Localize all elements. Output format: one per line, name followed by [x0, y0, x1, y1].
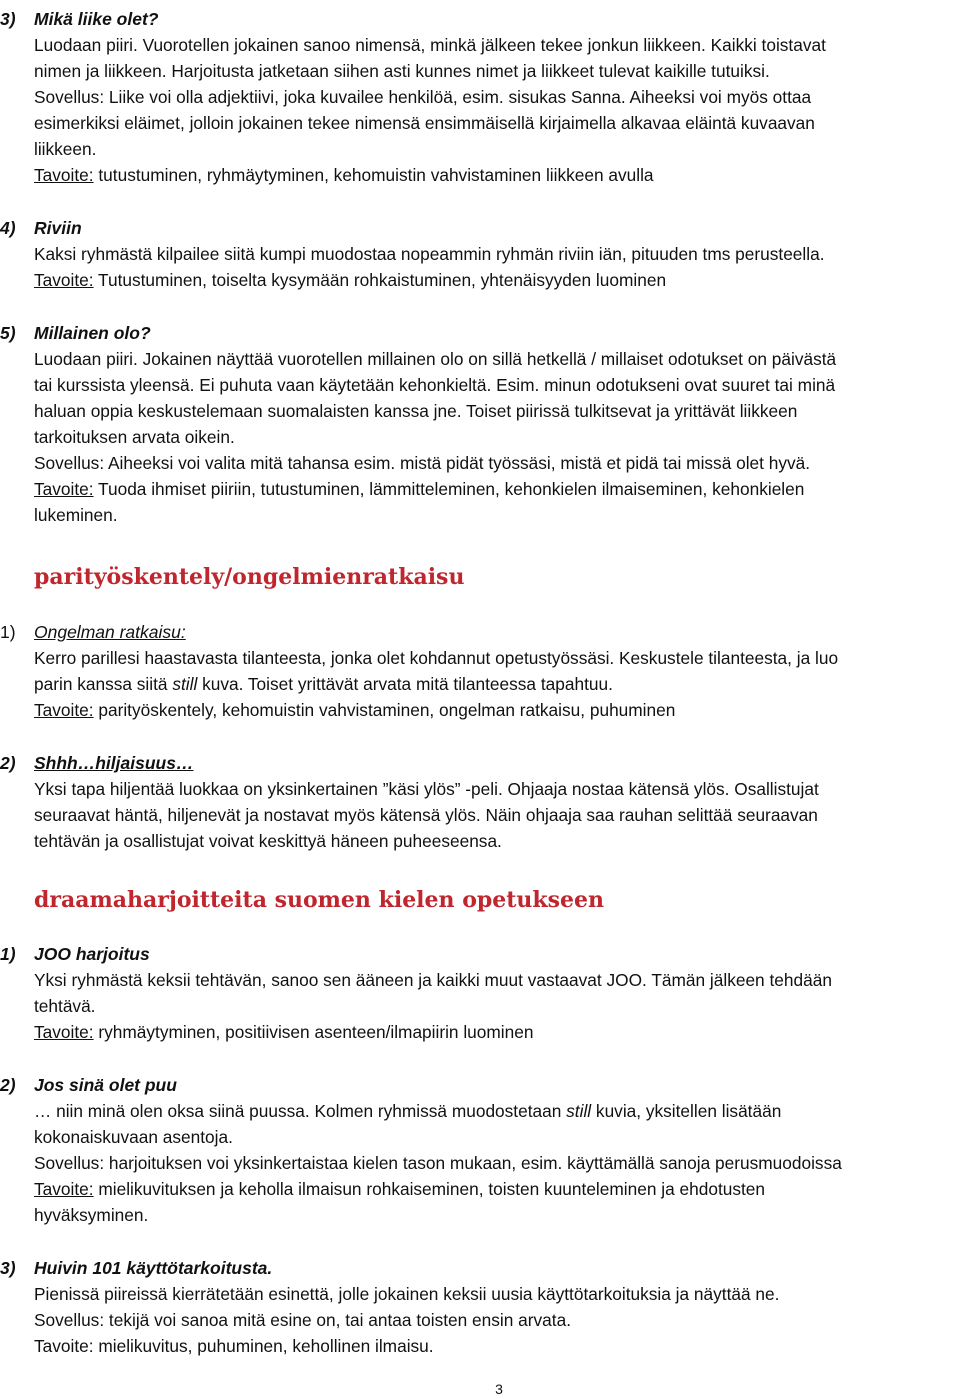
text-segment: hyväksyminen.: [34, 1205, 149, 1225]
body-line: [34, 424, 235, 450]
body-line: [34, 828, 502, 854]
body-line: [34, 1176, 765, 1202]
text-segment: Yksi ryhmästä keksii tehtävän, sanoo sen ääneen ja kaikki muut vastaavat JOO. Tämän jälkeen tehdään: [34, 970, 832, 990]
text-segment: tutustuminen, ryhmäytyminen, kehomuistin vahvistaminen liikkeen avulla: [93, 165, 654, 185]
text-segment: Pienissä piireissä kierrätetään esinettä, jolle jokainen keksii uusia käyttötarkoituksia ja näyttää ne.: [34, 1284, 780, 1304]
text-segment: kuvia, yksitellen lisätään: [591, 1101, 782, 1121]
text-segment: tehtävä.: [34, 996, 96, 1016]
exercise-heading: [0, 750, 960, 776]
exercise-title: Jos sinä olet puu: [34, 1075, 177, 1095]
body-line: [34, 450, 810, 476]
tavoite-label: Tavoite:: [34, 479, 94, 499]
text-segment: Tavoite: mielikuvitus, puhuminen, kehollinen ilmaisu.: [34, 1336, 434, 1356]
exercise-heading: [0, 320, 960, 346]
exercise-title: JOO harjoitus: [34, 944, 150, 964]
body-line: [34, 241, 825, 267]
body-line: [34, 697, 675, 723]
text-segment: Kerro parillesi haastavasta tilanteesta, jonka olet kohdannut opetustyössäsi. Keskustele tilanteesta, ja luo: [34, 648, 839, 668]
page-number: 3: [495, 1381, 503, 1397]
exercise-title: Shhh…hiljaisuus…: [34, 753, 194, 773]
text-segment: parityöskentely, kehomuistin vahvistaminen, ongelman ratkaisu, puhuminen: [93, 700, 676, 720]
exercise-heading: [0, 619, 960, 645]
body-line: [34, 84, 811, 110]
text-segment: parin kanssa siitä: [34, 674, 173, 694]
section-heading: draamaharjoitteita suomen kielen opetukseen: [34, 887, 605, 913]
body-line: [34, 1150, 842, 1176]
exercise-number: 1): [0, 622, 16, 642]
italic-term: still: [566, 1101, 592, 1121]
text-segment: Sovellus: Liike voi olla adjektiivi, joka kuvailee henkilöä, esim. sisukas Sanna. Aiheeksi voi myös ottaa: [34, 87, 812, 107]
exercise-title: Mikä liike olet?: [34, 9, 159, 29]
text-segment: lukeminen.: [34, 505, 118, 525]
text-segment: … niin minä olen oksa siinä puussa. Kolmen ryhmissä muodostetaan: [34, 1101, 567, 1121]
text-segment: tarkoituksen arvata oikein.: [34, 427, 235, 447]
text-segment: Luodaan piiri. Jokainen näyttää vuorotellen millainen olo on sillä hetkellä / millaiset odotukset on päivästä: [34, 349, 837, 369]
body-line: [34, 776, 819, 802]
text-segment: nimen ja liikkeen. Harjoitusta jatketaan siihen asti kunnes nimet ja liikkeet tulevat kaikille tutuiksi.: [34, 61, 770, 81]
body-line: [34, 1019, 533, 1045]
text-segment: Luodaan piiri. Vuorotellen jokainen sanoo nimensä, minkä jälkeen tekee jonkun liikkeen. Kaikki toistavat: [34, 35, 826, 55]
body-line: [34, 267, 666, 293]
body-line: [34, 967, 832, 993]
exercise-heading: [0, 941, 960, 967]
text-segment: esimerkiksi eläimet, jolloin jokainen tekee nimensä ensimmäisellä kirjaimella alkavaa eläintä kuvaavan: [34, 113, 815, 133]
exercise-title: Millainen olo?: [34, 323, 151, 343]
text-segment: ryhmäytyminen, positiivisen asenteen/ilmapiirin luominen: [93, 1022, 534, 1042]
body-line: [34, 1202, 148, 1228]
text-segment: Yksi tapa hiljentää luokkaa on yksinkertainen ”käsi ylös” -peli. Ohjaaja nostaa kätensä ylös. Osallistujat: [34, 779, 819, 799]
body-line: [34, 162, 654, 188]
body-line: [34, 32, 826, 58]
exercise-heading: [0, 1255, 960, 1281]
exercise-title: Ongelman ratkaisu:: [34, 622, 186, 642]
text-segment: Sovellus: Aiheeksi voi valita mitä tahansa esim. mistä pidät työssäsi, mistä et pidä tai missä olet hyvä.: [34, 453, 811, 473]
body-line: [34, 372, 835, 398]
body-line: [34, 1124, 233, 1150]
body-line: [34, 110, 815, 136]
exercise-heading: [0, 215, 960, 241]
exercise-number: 4): [0, 218, 16, 238]
text-segment: tai kurssista yleensä. Ei puhuta vaan käytetään kehonkieltä. Esim. minun odotukseni ovat suuret tai minä: [34, 375, 836, 395]
text-segment: tehtävän ja osallistujat voivat keskittyä häneen puheeseensa.: [34, 831, 502, 851]
text-segment: liikkeen.: [34, 139, 97, 159]
exercise-number: 2): [0, 1075, 16, 1095]
text-segment: mielikuvituksen ja keholla ilmaisun rohkaiseminen, toisten kuunteleminen ja ehdotusten: [93, 1179, 766, 1199]
body-line: [34, 1307, 571, 1333]
exercise-heading: [0, 6, 960, 32]
body-line: [34, 476, 804, 502]
body-line: [34, 502, 118, 528]
text-segment: Kaksi ryhmästä kilpailee siitä kumpi muodostaa nopeammin ryhmän riviin iän, pituuden tms perusteella.: [34, 244, 825, 264]
exercise-number: 5): [0, 323, 16, 343]
text-segment: seuraavat häntä, hiljenevät ja nostavat myös kätensä ylös. Näin ohjaaja saa rauhan selittää seuraavan: [34, 805, 818, 825]
text-segment: Sovellus: tekijä voi sanoa mitä esine on, tai antaa toisten ensin arvata.: [34, 1310, 571, 1330]
exercise-title: Riviin: [34, 218, 82, 238]
body-line: [34, 136, 96, 162]
tavoite-label: Tavoite:: [34, 700, 94, 720]
text-segment: Tutustuminen, toiselta kysymään rohkaistuminen, yhtenäisyyden luominen: [93, 270, 667, 290]
tavoite-label: Tavoite:: [34, 1022, 94, 1042]
body-line: [34, 58, 770, 84]
tavoite-label: Tavoite:: [34, 270, 94, 290]
exercise-number: 3): [0, 9, 16, 29]
exercise-number: 3): [0, 1258, 16, 1278]
exercise-heading: [0, 1072, 960, 1098]
body-line: [34, 645, 838, 671]
body-line: [34, 346, 836, 372]
body-line: [34, 398, 797, 424]
exercise-title: Huivin 101 käyttötarkoitusta.: [34, 1258, 273, 1278]
body-line: [34, 1281, 779, 1307]
text-segment: haluan oppia keskustelemaan suomalaisten kanssa jne. Toiset piirissä tulkitsevat ja yrittävät liikkeen: [34, 401, 798, 421]
text-segment: Sovellus: harjoituksen voi yksinkertaistaa kielen tason mukaan, esim. käyttämällä sanoja perusmuodoissa: [34, 1153, 842, 1173]
exercise-number: 1): [0, 944, 16, 964]
body-line: [34, 1333, 434, 1359]
text-segment: Tuoda ihmiset piiriin, tutustuminen, lämmitteleminen, kehonkielen ilmaiseminen, kehonkielen: [93, 479, 805, 499]
body-line: [34, 993, 96, 1019]
body-line: [34, 1098, 781, 1124]
tavoite-label: Tavoite:: [34, 165, 94, 185]
body-line: [34, 802, 818, 828]
text-segment: kokonaiskuvaan asentoja.: [34, 1127, 233, 1147]
tavoite-label: Tavoite:: [34, 1179, 94, 1199]
text-segment: kuva. Toiset yrittävät arvata mitä tilanteessa tapahtuu.: [197, 674, 613, 694]
exercise-number: 2): [0, 753, 16, 773]
section-heading: parityöskentely/ongelmienratkaisu: [34, 564, 465, 590]
body-line: [34, 671, 613, 697]
italic-term: still: [172, 674, 198, 694]
